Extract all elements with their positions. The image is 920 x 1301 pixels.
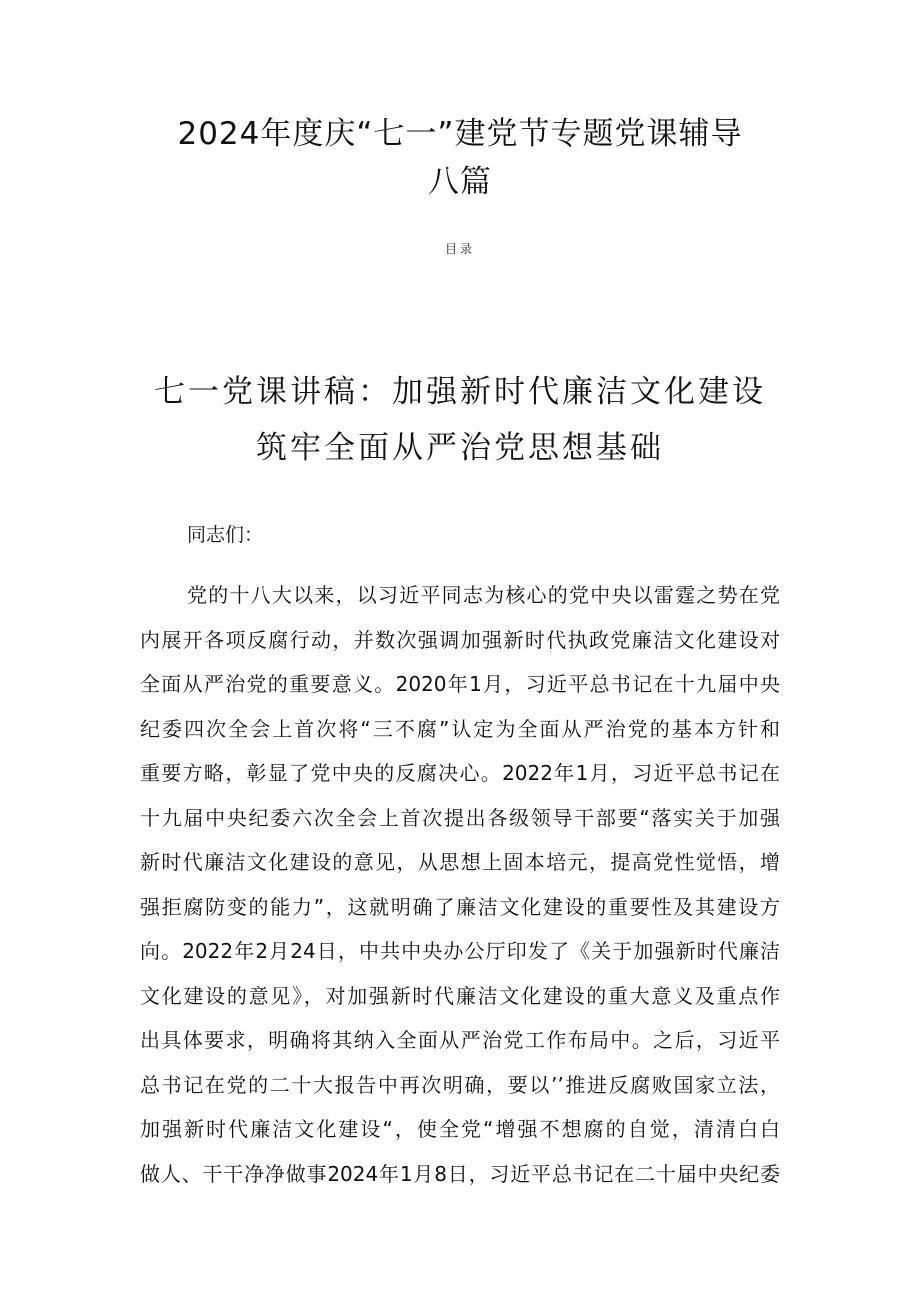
table-of-contents-label: 目录 — [444, 242, 475, 256]
body-line: 出具体要求，明确将其纳入全面从严治党工作布局中。之后，习近平 — [140, 1028, 780, 1052]
section-title-line-2: 筑牢全面从严治党思想基础 — [256, 430, 664, 466]
body-line: 十九届中央纪委六次全会上首次提出各级领导干部要“落实关于加强 — [140, 805, 780, 830]
body-line: 党的十八大以来，以习近平同志为核心的党中央以雷霆之势在党 — [187, 583, 780, 607]
body-line: 新时代廉洁文化建设的意见，从思想上固本培元，提高党性觉悟，增 — [140, 850, 780, 874]
document-title-line-2: 八篇 — [428, 164, 492, 200]
body-line: 文化建设的意见》，对加强新时代廉洁文化建设的重大意义及重点作 — [140, 983, 780, 1008]
body-line: 纪委四次全会上首次将“三不腐”认定为全面从严治党的基本方针和 — [140, 716, 780, 741]
body-line: 总书记在党的二十大报告中再次明确，要以’’推进反腐败国家立法， — [140, 1072, 780, 1097]
body-line: 内展开各项反腐行动，并数次强调加强新时代执政党廉洁文化建设对 — [140, 627, 780, 652]
body-paragraph — [140, 573, 780, 1196]
section-title-line-1: 七一党课讲稿：加强新时代廉洁文化建设 — [154, 374, 766, 410]
document-title-line-1: 2024年度庆“七一”建党节专题党课辅导 — [177, 116, 743, 152]
body-line: 全面从严治党的重要意义。2020年1月，习近平总书记在十九届中央 — [140, 672, 780, 696]
body-line: 加强新时代廉洁文化建设“，使全党“增强不想腐的自觉，清清白白 — [140, 1117, 780, 1141]
body-line: 向。2022年2月24日，中共中央办公厅印发了《关于加强新时代廉洁 — [140, 939, 780, 963]
body-line: 重要方略，彰显了党中央的反腐决心。2022年1月，习近平总书记在 — [140, 761, 780, 785]
body-line: 强拒腐防变的能力”，这就明确了廉洁文化建设的重要性及其建设方 — [140, 894, 780, 919]
greeting: 同志们： — [187, 524, 264, 546]
body-line: 做人、干干净净做事2024年1月8日，习近平总书记在二十届中央纪委 — [140, 1161, 780, 1186]
